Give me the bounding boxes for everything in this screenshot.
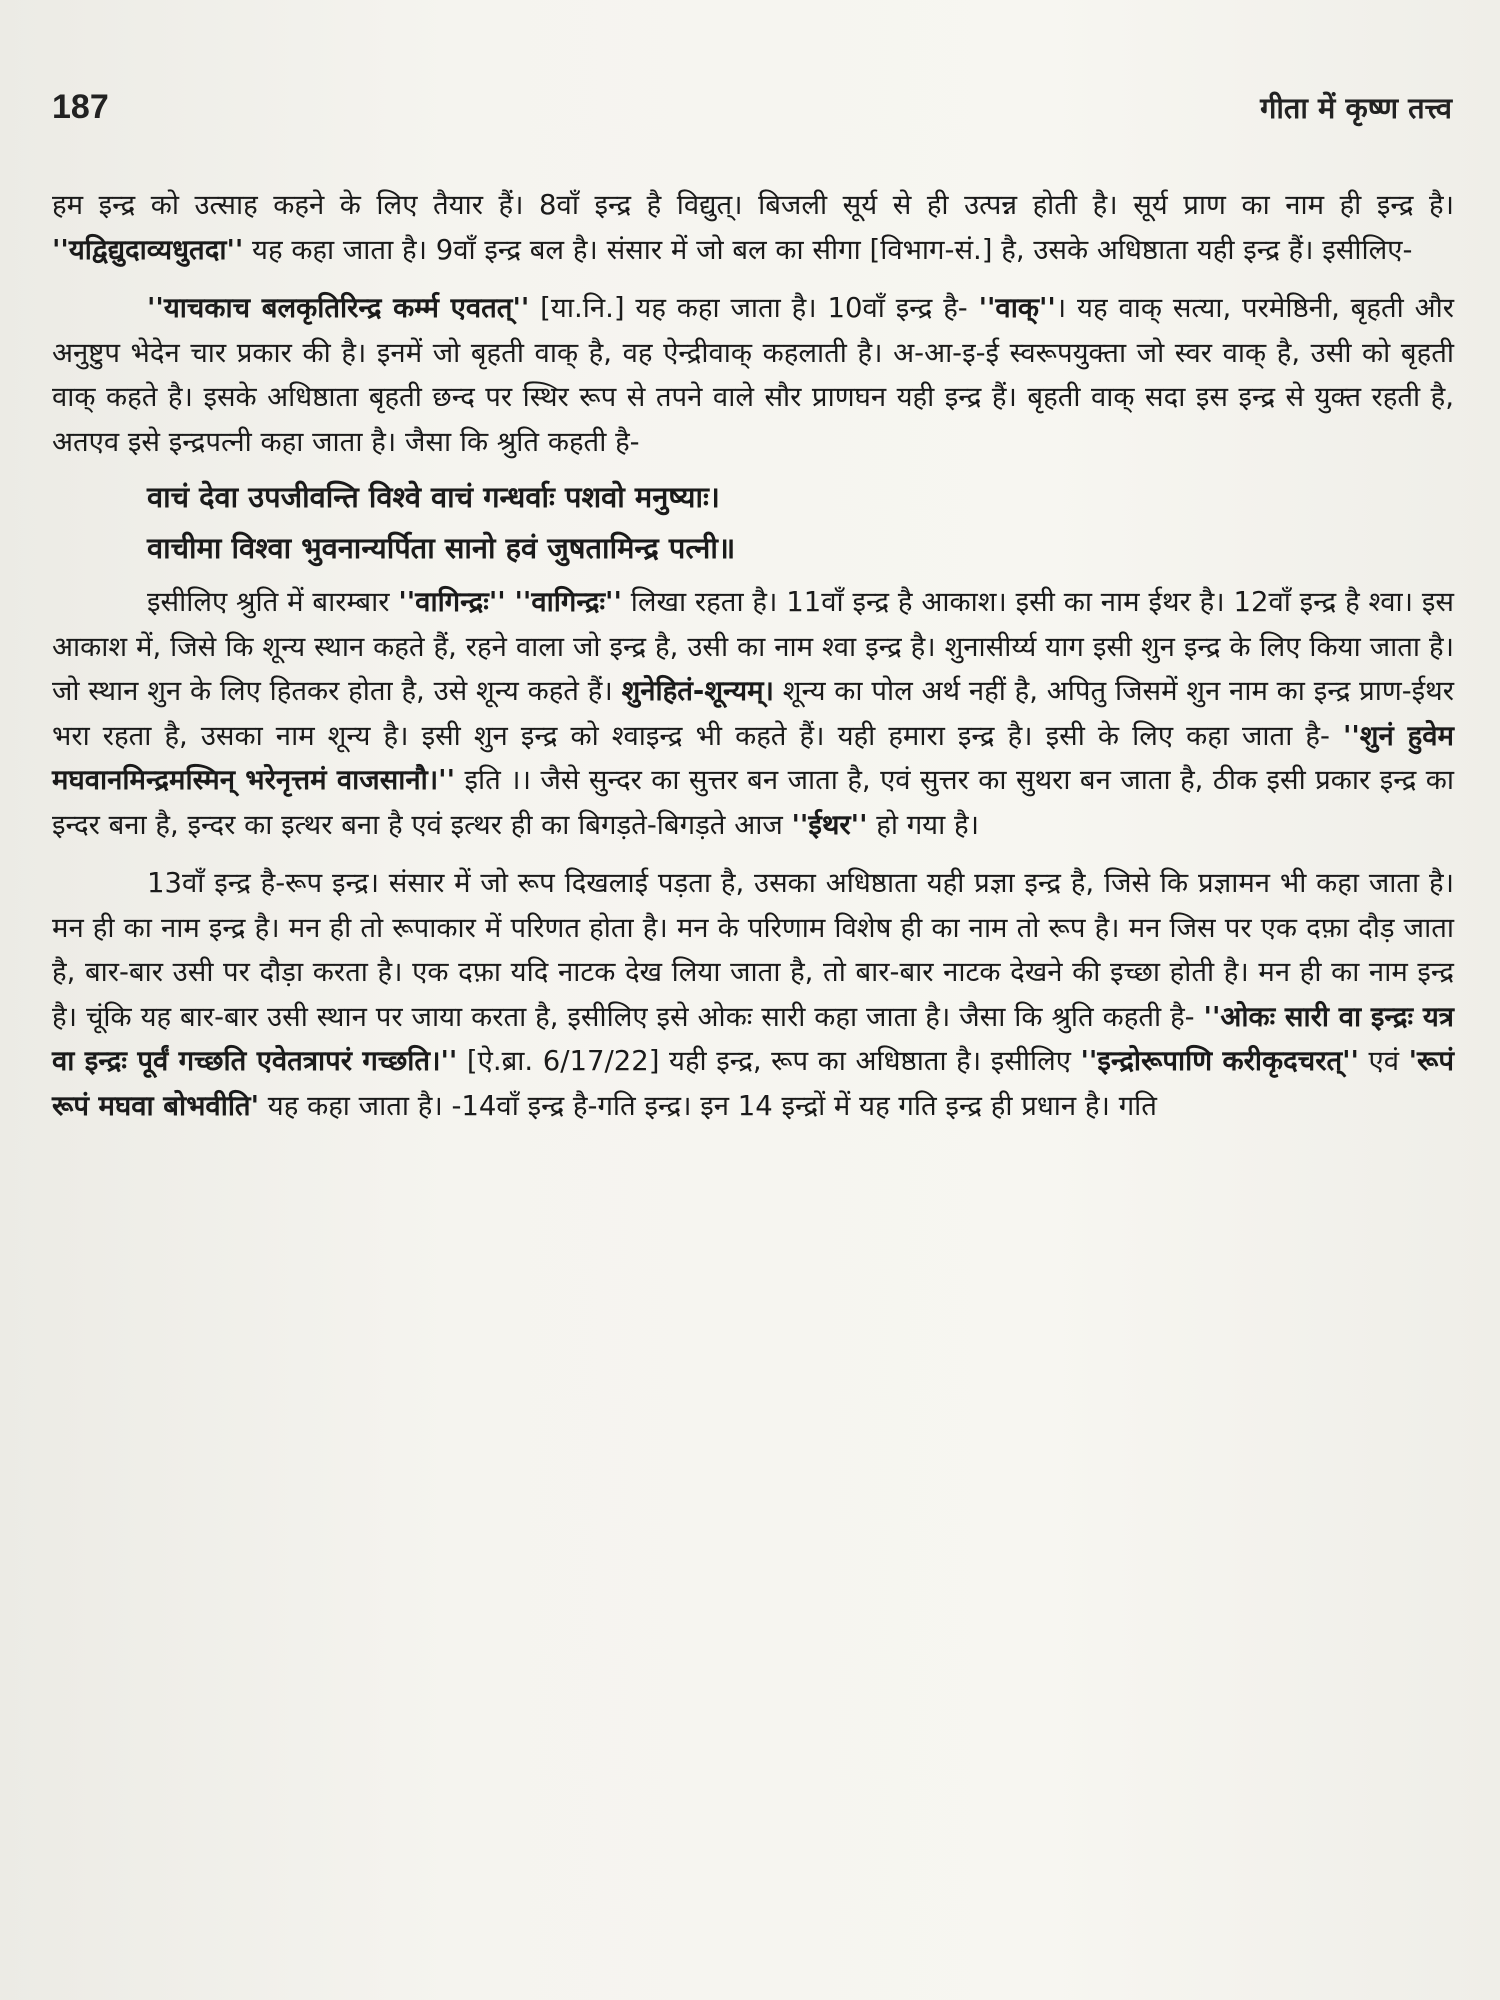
verse-line-2: वाचीमा विश्वा भुवनान्यर्पिता सानो हवं जुषतामिन्द्र पत्नी॥ bbox=[147, 531, 736, 565]
text-span: यह कहा जाता है। -14वाँ इन्द्र है-गति इन्द्र। इन 14 इन्द्रों में यह गति इन्द्र ही प्रधान है। गति bbox=[259, 1089, 1157, 1122]
page-body bbox=[52, 183, 1454, 1128]
quoted-text: ''यद्विद्युदाव्यधुतदा'' bbox=[52, 233, 244, 266]
text-span: । यह वाक् सत्या, परमेष्ठिनी, बृहती और अनुष्टुप भेदेन चार प्रकार की है। इनमें जो बृहती वाक् है, वह ऐन्द्रीवाक् कहलाती है। अ-आ-इ-ई स्वरूपयुक्ता जो स्वर वाक् है, उसी को बृहती वाक् कहते है। इसके अधिष्ठाता बृहती छन्द पर स्थिर रूप से तपने वाले सौर प्राणघन यही इन्द्र हैं। बृहती वाक् सदा इस इन्द्र से युक्त रहती है, अतएव इसे इन्द्रपत्नी कहा जाता है। जैसा कि श्रुति कहती है- bbox=[52, 292, 1454, 458]
text-span: लिखा रहता है। 11वाँ इन्द्र है आकाश। इसी का नाम ईथर है। 12वाँ इन्द्र है श्वा। इस आकाश में, जिसे कि शून्य स्थान कहते हैं, रहने वाला जो इन्द्र है, उसी का नाम श्वा इन्द्र है। शुनासीर्य्य याग इसी शुन इन्द्र के लिए किया जाता है। जो स्थान शुन के लिए हितकर होता है, उसे शून्य कहते हैं। bbox=[52, 586, 1454, 707]
quoted-text: ''वाक्'' bbox=[978, 292, 1056, 324]
text-span: यह कहा जाता है। 9वाँ इन्द्र बल है। संसार में जो बल का सीगा [विभाग-सं.] है, उसके अधिष्ठाता यही इन्द्र हैं। इसीलिए- bbox=[243, 233, 1413, 266]
paragraph-3 bbox=[52, 580, 1454, 847]
text-span: एवं bbox=[1358, 1045, 1409, 1077]
text-span: शून्य का पोल अर्थ नहीं है, अपितु जिसमें शुन नाम का इन्द्र प्राण-ईथर भरा रहता है, उसका नाम शून्य है। इसी शुन इन्द्र को श्वाइन्द्र भी कहते हैं। यही हमारा इन्द्र है। इसी के लिए कहा जाता है- bbox=[52, 675, 1454, 752]
text-span: [या.नि.] यह कहा जाता है। 10वाँ इन्द्र है- bbox=[529, 292, 979, 324]
page-number: 187 bbox=[52, 88, 109, 126]
quoted-text: ''ओकः सारी वा इन्द्रः यत्र वा इन्द्रः पूर्वं गच्छति एवेतत्रापरं गच्छति।'' bbox=[52, 1000, 1454, 1077]
verse-line-1: वाचं देवा उपजीवन्ति विश्वे वाचं गन्धर्वाः पशवो मनुष्याः। bbox=[147, 480, 720, 514]
verse-block bbox=[147, 472, 1454, 574]
text-span: हो गया है। bbox=[867, 808, 980, 841]
text-span: इसीलिए श्रुति में बारम्बार bbox=[147, 586, 399, 618]
text-span: 13वाँ इन्द्र है-रूप इन्द्र। संसार में जो रूप दिखलाई पड़ता है, उसका अधिष्ठाता यही प्रज्ञा इन्द्र है, जिसे कि प्रज्ञामन भी कहा जाता है। मन ही का नाम इन्द्र है। मन ही तो रूपाकार में परिणत होता है। मन के परिणाम विशेष ही का नाम तो रूप है। मन जिस पर एक दफ़ा दौड़ जाता है, बार-बार उसी पर दौड़ा करता है। एक दफ़ा यदि नाटक देख लिया जाता है, तो बार-बार नाटक देखने की इच्छा होती है। मन ही का नाम इन्द्र है। चूंकि यह बार-बार उसी स्थान पर जाया करता है, इसीलिए इसे ओकः सारी कहा जाता है। जैसा कि श्रुति कहती है- bbox=[52, 867, 1454, 1033]
text-span: [ऐ.ब्रा. 6/17/22] यही इन्द्र, रूप का अधिष्ठाता है। इसीलिए bbox=[457, 1045, 1081, 1077]
text-span: इति ।। जैसे सुन्दर का सुत्तर बन जाता है, एवं सुत्तर का सुथरा बन जाता है, ठीक इसी प्रकार इन्द्र का इन्दर बना है, इन्दर का इत्थर बना है एवं इत्थर ही का बिगड़ते-बिगड़ते आज bbox=[52, 764, 1454, 841]
quoted-text: ''याचकाच बलकृतिरिन्द्र कर्म्म एवतत्'' bbox=[147, 292, 530, 324]
quoted-text: 'रूपं रूपं मघवा बोभवीति' bbox=[52, 1045, 1455, 1122]
page-header bbox=[52, 88, 1452, 138]
text-span: हम इन्द्र को उत्साह कहने के लिए तैयार हैं। 8वाँ इन्द्र है विद्युत्। बिजली सूर्य से ही उत्पन्न होती है। सूर्य प्राण का नाम ही इन्द्र है। bbox=[52, 189, 1454, 221]
quoted-text: ''वागिन्द्रः'' bbox=[514, 586, 622, 618]
quoted-text: ''इन्द्रोरूपाणि करीकृदचरत्'' bbox=[1080, 1045, 1359, 1077]
quoted-text: ''वागिन्द्रः'' bbox=[398, 586, 506, 618]
quoted-text: शुनेहितं-शून्यम्। bbox=[621, 675, 774, 707]
paragraph-1 bbox=[52, 183, 1454, 272]
quoted-text: ''ईथर'' bbox=[791, 808, 868, 841]
quoted-text: ''शुनं हुवेम मघवानमिन्द्रमस्मिन् भरेनृत्तमं वाजसानौ।'' bbox=[52, 719, 1454, 796]
paragraph-2 bbox=[52, 286, 1454, 464]
paragraph-4 bbox=[52, 861, 1454, 1128]
running-title: गीता में कृष्ण तत्त्व bbox=[1260, 91, 1452, 125]
